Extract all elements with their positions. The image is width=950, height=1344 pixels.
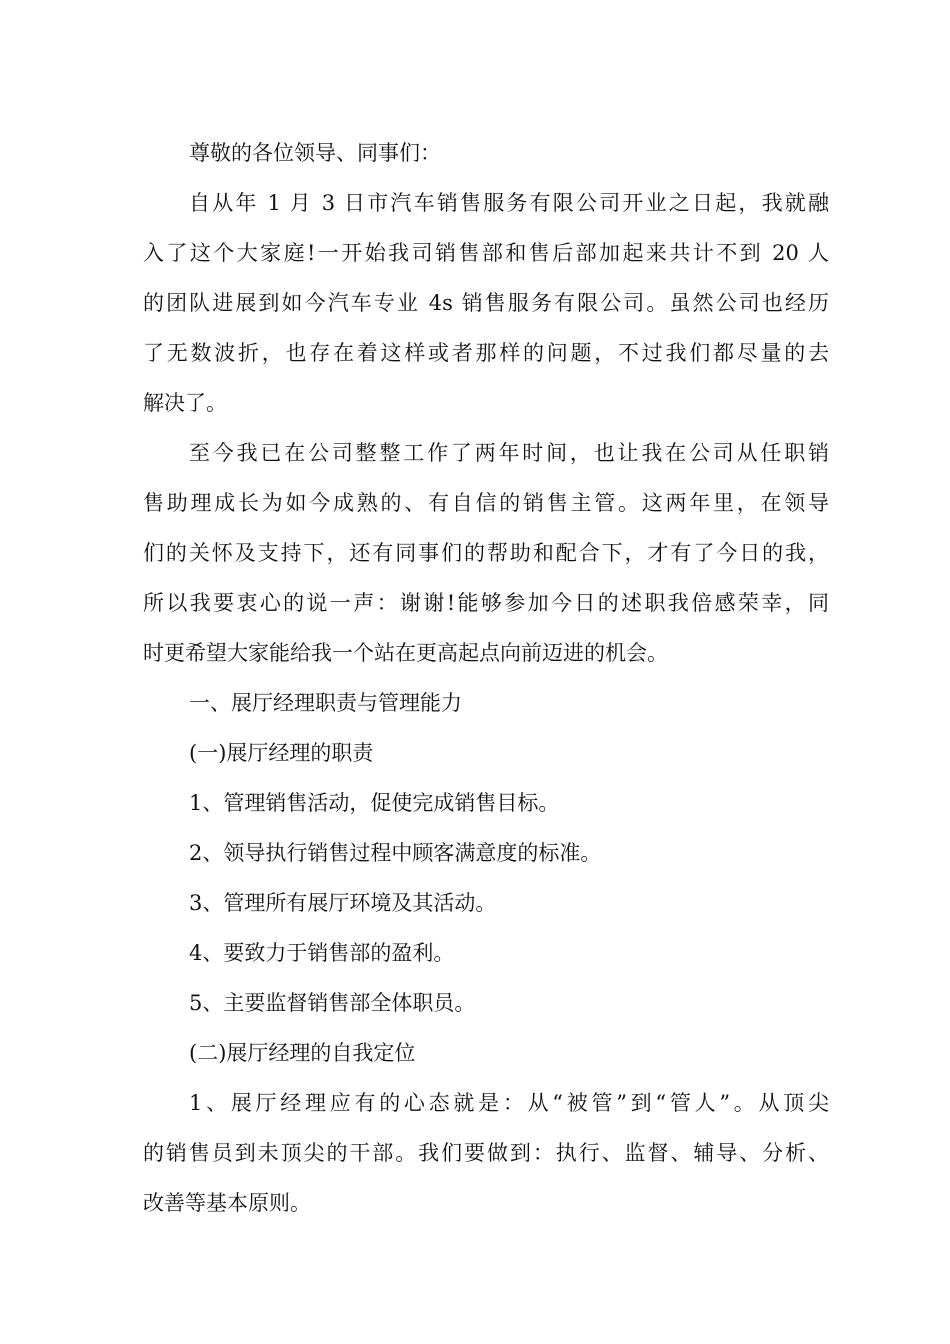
paragraph: [143, 1078, 829, 1228]
text-line: 至今我已在公司整整工作了两年时间，也让我在公司从任职销: [189, 441, 829, 465]
paragraph: [143, 878, 829, 928]
paragraph: [143, 978, 829, 1028]
paragraph: [143, 1028, 829, 1078]
text-line: 所以我要衷心的说一声：谢谢!能够参加今日的述职我倍感荣幸，同: [143, 591, 829, 615]
text-line: 们的关怀及支持下，还有同事们的帮助和配合下，才有了今日的我，: [143, 541, 829, 565]
text-line: 2、领导执行销售过程中顾客满意度的标准。: [189, 841, 602, 865]
text-line: 1、展厅经理应有的心态就是：从“被管”到“管人”。从顶尖: [189, 1091, 829, 1115]
text-line: 时更希望大家能给我一个站在更高起点向前迈进的机会。: [143, 641, 668, 665]
text-line: 了无数波折，也存在着这样或者那样的问题，不过我们都尽量的去: [143, 341, 829, 365]
text-line: 解决了。: [143, 391, 227, 415]
paragraph: [143, 778, 829, 828]
paragraph: [143, 928, 829, 978]
text-line: 的销售员到未顶尖的干部。我们要做到：执行、监督、辅导、分析、: [143, 1141, 829, 1165]
paragraph: [143, 728, 829, 778]
text-line: 1、管理销售活动，促使完成销售目标。: [189, 791, 560, 815]
text-line: 的团队进展到如今汽车专业 4s 销售服务有限公司。虽然公司也经历: [143, 291, 829, 315]
paragraph: [143, 828, 829, 878]
paragraph: [143, 178, 829, 428]
text-line: (二)展厅经理的自我定位: [189, 1041, 416, 1065]
text-line: 一、展厅经理职责与管理能力: [189, 691, 462, 715]
paragraph: [143, 128, 829, 178]
text-line: 4、要致力于销售部的盈利。: [189, 941, 455, 965]
text-line: (一)展厅经理的职责: [189, 741, 374, 765]
text-line: 尊敬的各位领导、同事们：: [189, 141, 441, 165]
text-line: 改善等基本原则。: [143, 1191, 311, 1215]
text-line: 入了这个大家庭!一开始我司销售部和售后部加起来共计不到 20 人: [143, 241, 829, 265]
text-line: 售助理成长为如今成熟的、有自信的销售主管。这两年里，在领导: [143, 491, 829, 515]
text-line: 3、管理所有展厅环境及其活动。: [189, 891, 497, 915]
paragraph: [143, 678, 829, 728]
text-line: 自从年 1 月 3 日市汽车销售服务有限公司开业之日起，我就融: [189, 191, 829, 215]
paragraph: [143, 428, 829, 678]
text-line: 5、主要监督销售部全体职员。: [189, 991, 476, 1015]
document-page: [143, 128, 829, 1228]
